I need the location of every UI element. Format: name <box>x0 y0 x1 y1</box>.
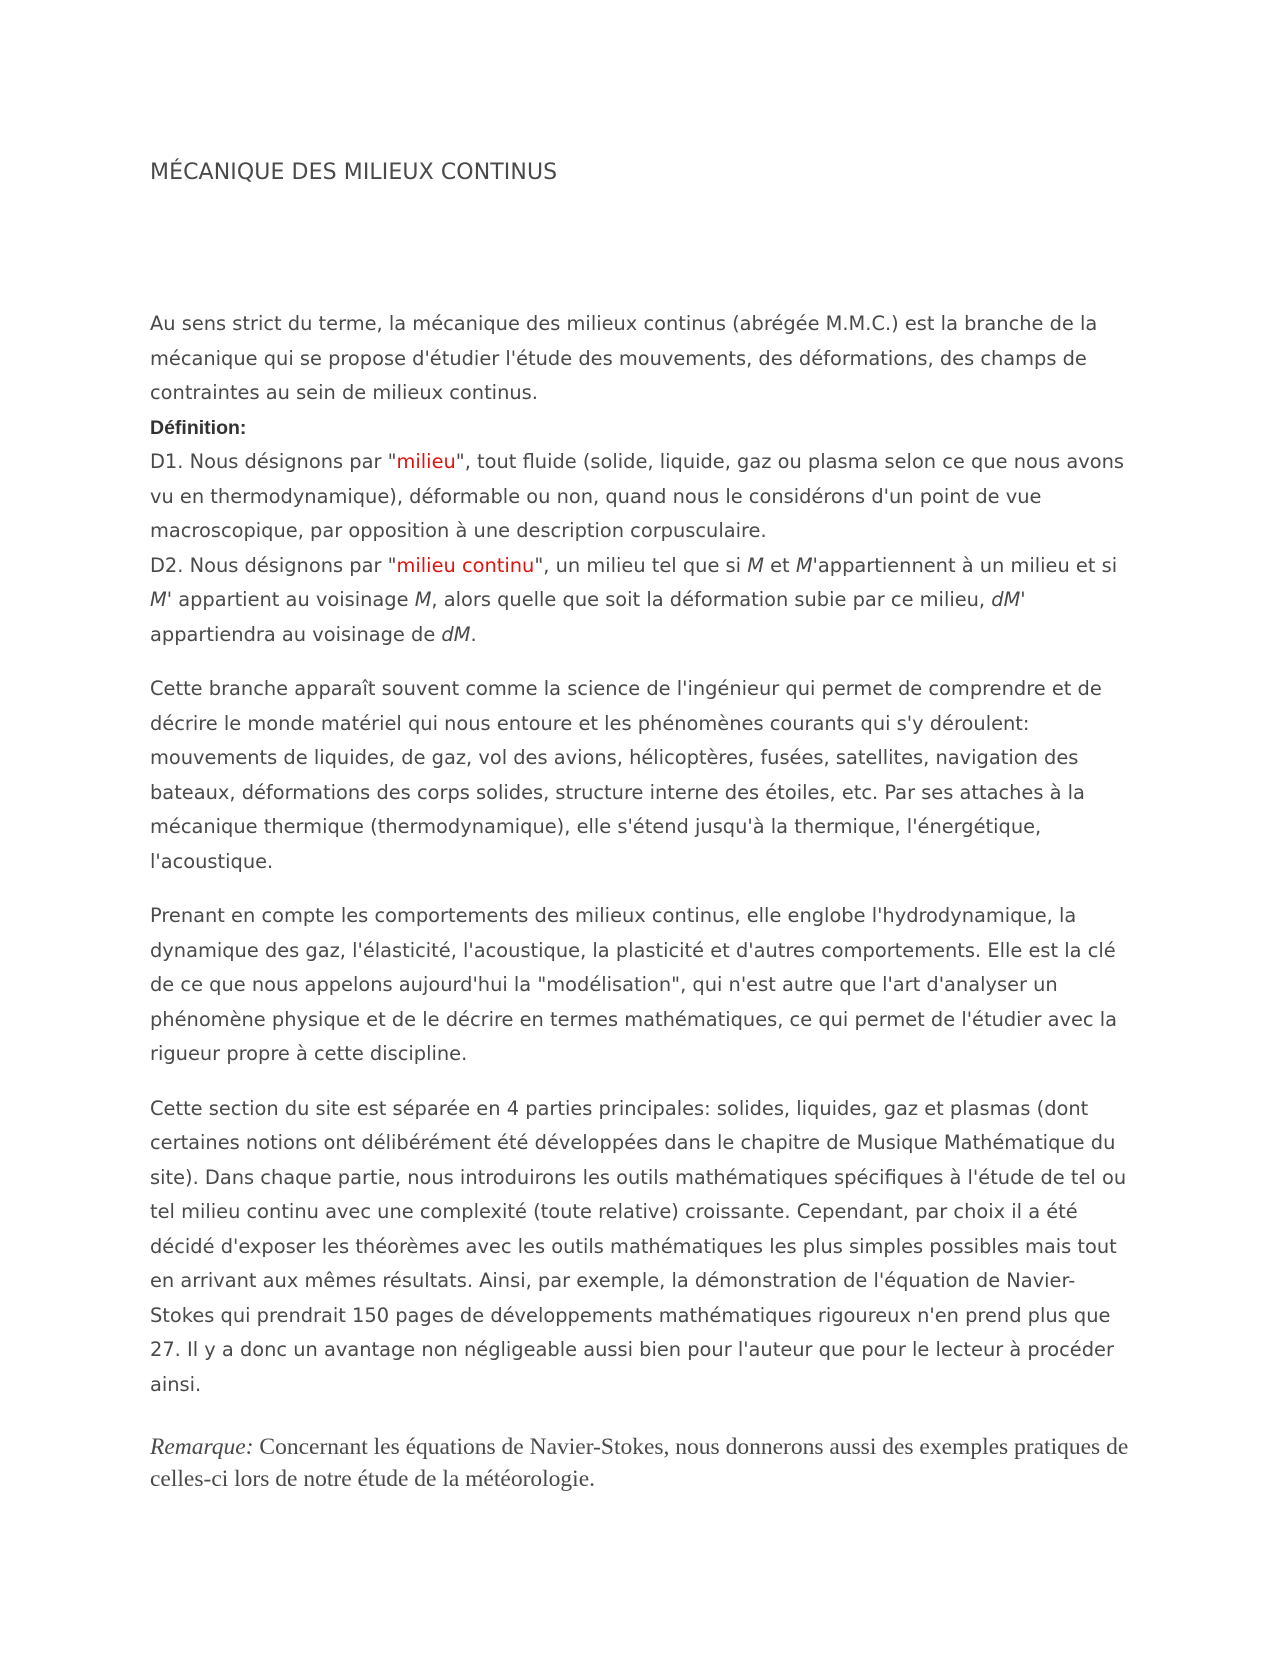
intro-block <box>150 307 1135 652</box>
definition-d1 <box>150 445 1135 549</box>
definition-d2 <box>150 549 1135 653</box>
remark-block <box>150 1431 1135 1495</box>
math-dm-prime: dM' <box>991 588 1026 611</box>
d2-part1: ", un milieu tel que si <box>534 553 748 577</box>
d2-part5: appartiendra au voisinage de <box>150 622 442 646</box>
paragraph-engineering: Cette branche apparaît souvent comme la science de l'ingénieur qui permet de comprendre et de décrire le monde matériel qui nous entoure et les phénomènes courants qui s'y déroulent: mouvements de liquides, de gaz, vol des avions, hélicoptères, fusées, satellites, navigation des bateaux, déformations des corps solides, structure interne des étoiles, etc. Par ses attaches à la mécanique thermique (thermodynamique), elle s'étend jusqu'à la thermique, l'énergétique, l'acoustique. <box>150 677 1102 873</box>
d2-part2: appartiennent à un milieu et si <box>817 553 1118 577</box>
remark-text: Concernant les équations de Navier-Stokes, nous donnerons aussi des exemples pratiques de celles-ci lors de notre étude de la météorologie. <box>150 1434 1129 1492</box>
math-dm: dM <box>441 622 471 646</box>
d2-and: et <box>763 553 796 577</box>
d2-term: milieu continu <box>396 553 535 577</box>
paragraph-site-sections: Cette section du site est séparée en 4 parties principales: solides, liquides, gaz et plasmas (dont certaines notions ont délibérément été développées dans le chapitre de Musique Mathématique du site). Dans chaque partie, nous introduirons les outils mathématiques spécifiques à l'étude de tel ou tel milieu continu avec une complexité (toute relative) croissante. Cependant, par choix il a été décidé d'exposer les théorèmes avec les outils mathématiques les plus simples possibles mais tout en arrivant aux mêmes résultats. Ainsi, par exemple, la démonstration de l'équation de Navier-Stokes qui prendrait 150 pages de développements mathématiques rigoureux n'en prend plus que 27. Il y a donc un avantage non négligeable aussi bien pour l'auteur que pour le lecteur à procéder ainsi. <box>150 1096 1127 1396</box>
d2-prefix: D2. Nous désignons par " <box>150 553 397 577</box>
document-body <box>150 307 1135 1422</box>
d1-term: milieu <box>396 450 456 473</box>
remark-label: Remarque: <box>150 1434 254 1460</box>
d2-end: . <box>470 622 477 646</box>
d1-suffix: ", tout fluide (solide, liquide, gaz ou plasma selon ce que nous avons vu en thermodynamique), déformable ou non, quand nous le considérons d'un point de vue macroscopique, par opposition à une description corpusculaire. <box>150 450 1125 542</box>
math-m-prime: M' <box>795 553 818 577</box>
math-m-prime-2: M' <box>150 588 173 611</box>
d1-prefix: D1. Nous désignons par " <box>150 450 397 473</box>
d2-part4: , alors quelle que soit la déformation subie par ce milieu, <box>431 588 992 611</box>
paragraph-modelisation: Prenant en compte les comportements des milieux continus, elle englobe l'hydrodynamique, la dynamique des gaz, l'élasticité, l'acoustique, la plasticité et d'autres comportements. Elle est la clé de ce que nous appelons aujourd'hui la "modélisation", qui n'est autre que l'art d'analyser un phénomène physique et de le décrire en termes mathématiques, ce qui permet de l'étudier avec la rigueur propre à cette discipline. <box>150 904 1118 1065</box>
d2-part3: appartient au voisinage <box>172 588 415 611</box>
intro-paragraph: Au sens strict du terme, la mécanique des milieux continus (abrégée M.M.C.) est la branche de la mécanique qui se propose d'étudier l'étude des mouvements, des déformations, des champs de contraintes au sein de milieux continus. <box>150 312 1098 404</box>
definition-label: Définition: <box>150 416 247 439</box>
math-m: M <box>747 553 764 577</box>
math-m-2: M <box>414 588 432 611</box>
page-title: MÉCANIQUE DES MILIEUX CONTINUS <box>150 160 558 185</box>
